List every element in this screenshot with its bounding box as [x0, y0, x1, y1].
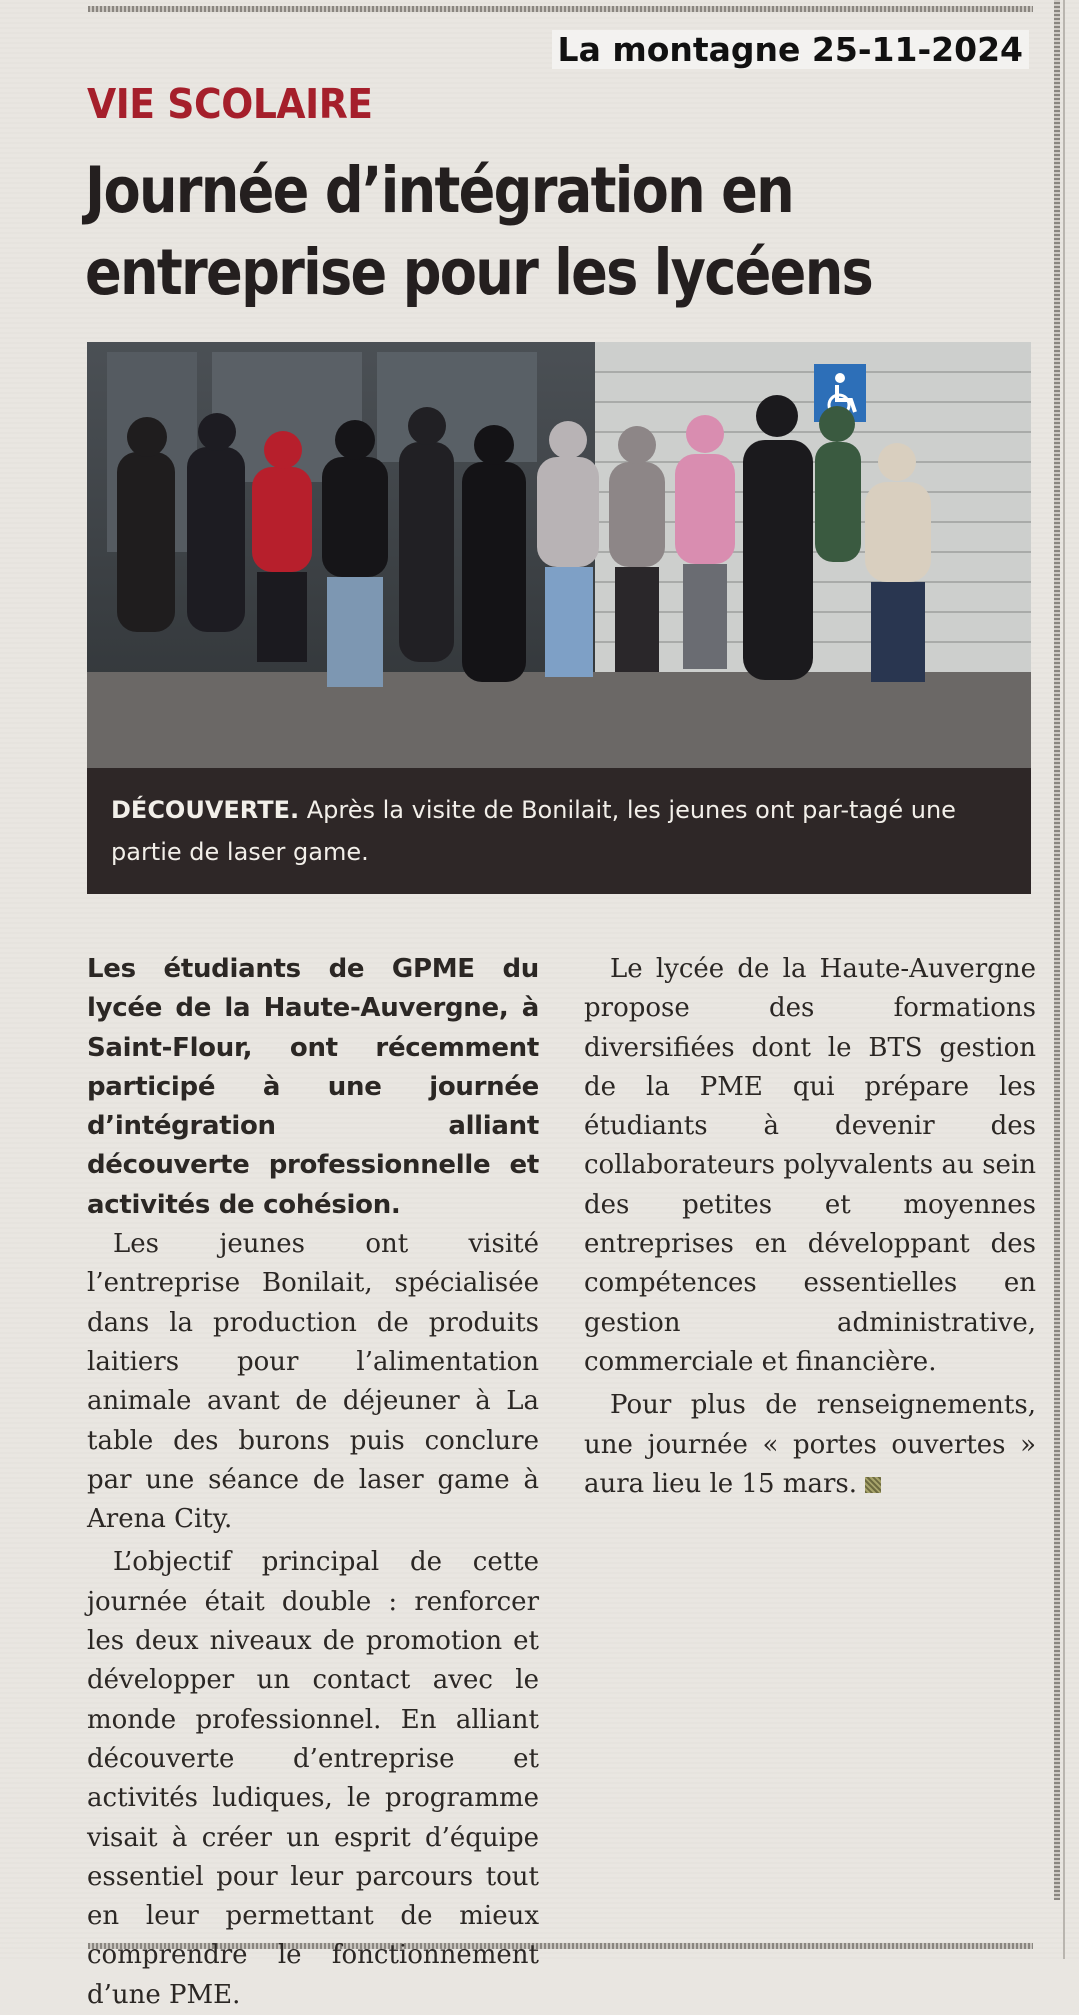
source-date-stamp: La montagne 25-11-2024	[552, 30, 1029, 69]
end-of-article-icon	[865, 1477, 881, 1493]
headline-line-1: Journée d’intégration en	[85, 154, 793, 227]
page-edge-rule	[1063, 0, 1065, 1959]
group-photo	[87, 342, 1031, 768]
photo-caption	[87, 768, 1031, 894]
article-column-right	[584, 950, 1036, 1504]
article-paragraph-4-text: Pour plus de renseignements, une journée « portes ouvertes » aura lieu le 15 mars.	[584, 1390, 1036, 1499]
top-dotted-rule	[88, 6, 1033, 12]
article-paragraph-3: Le lycée de la Haute-Auvergne propose des formations diversifiées dont le BTS gestion de la PME qui prépare les étudiants à devenir des collaborateurs polyvalents au sein des petites et moyennes entreprises en développant des compétences essentielles en gestion administrative, commerciale et financière.	[584, 954, 1036, 1377]
group-photo-illustration	[87, 342, 1031, 768]
section-rubric: VIE SCOLAIRE	[87, 80, 373, 128]
column-rule	[1054, 0, 1060, 1900]
caption-text: Après la visite de Bonilait, les jeunes ont par-tagé une partie de laser game.	[111, 796, 956, 866]
article-column-left	[87, 950, 539, 2010]
article-paragraph-1: Les jeunes ont visité l’entreprise Bonilait, spécialisée dans la production de produits laitiers pour l’alimentation animale avant de déjeuner à La table des burons puis conclure par une séance de laser game à Arena City.	[87, 1229, 539, 1535]
ground	[87, 672, 1031, 768]
article-paragraph-2: L’objectif principal de cette journée était double : renforcer les deux niveaux de promotion et développer un contact avec le monde professionnel. En alliant découverte d’entreprise et activités ludiques, le programme visait à créer un esprit d’équipe essentiel pour leur parcours tout en leur permettant de mieux comprendre le fonctionnement d’une PME.	[87, 1547, 539, 2010]
caption-lead: DÉCOUVERTE.	[111, 796, 300, 824]
headline-line-2: entreprise pour les lycéens	[85, 236, 873, 309]
article-paragraph-4	[584, 1386, 1036, 1504]
article-lead-paragraph: Les étudiants de GPME du lycée de la Haute-Auvergne, à Saint-Flour, ont récemment participé à une journée d’intégration alliant découverte professionnelle et activités de cohésion.	[87, 954, 539, 1220]
article-headline	[85, 150, 911, 314]
